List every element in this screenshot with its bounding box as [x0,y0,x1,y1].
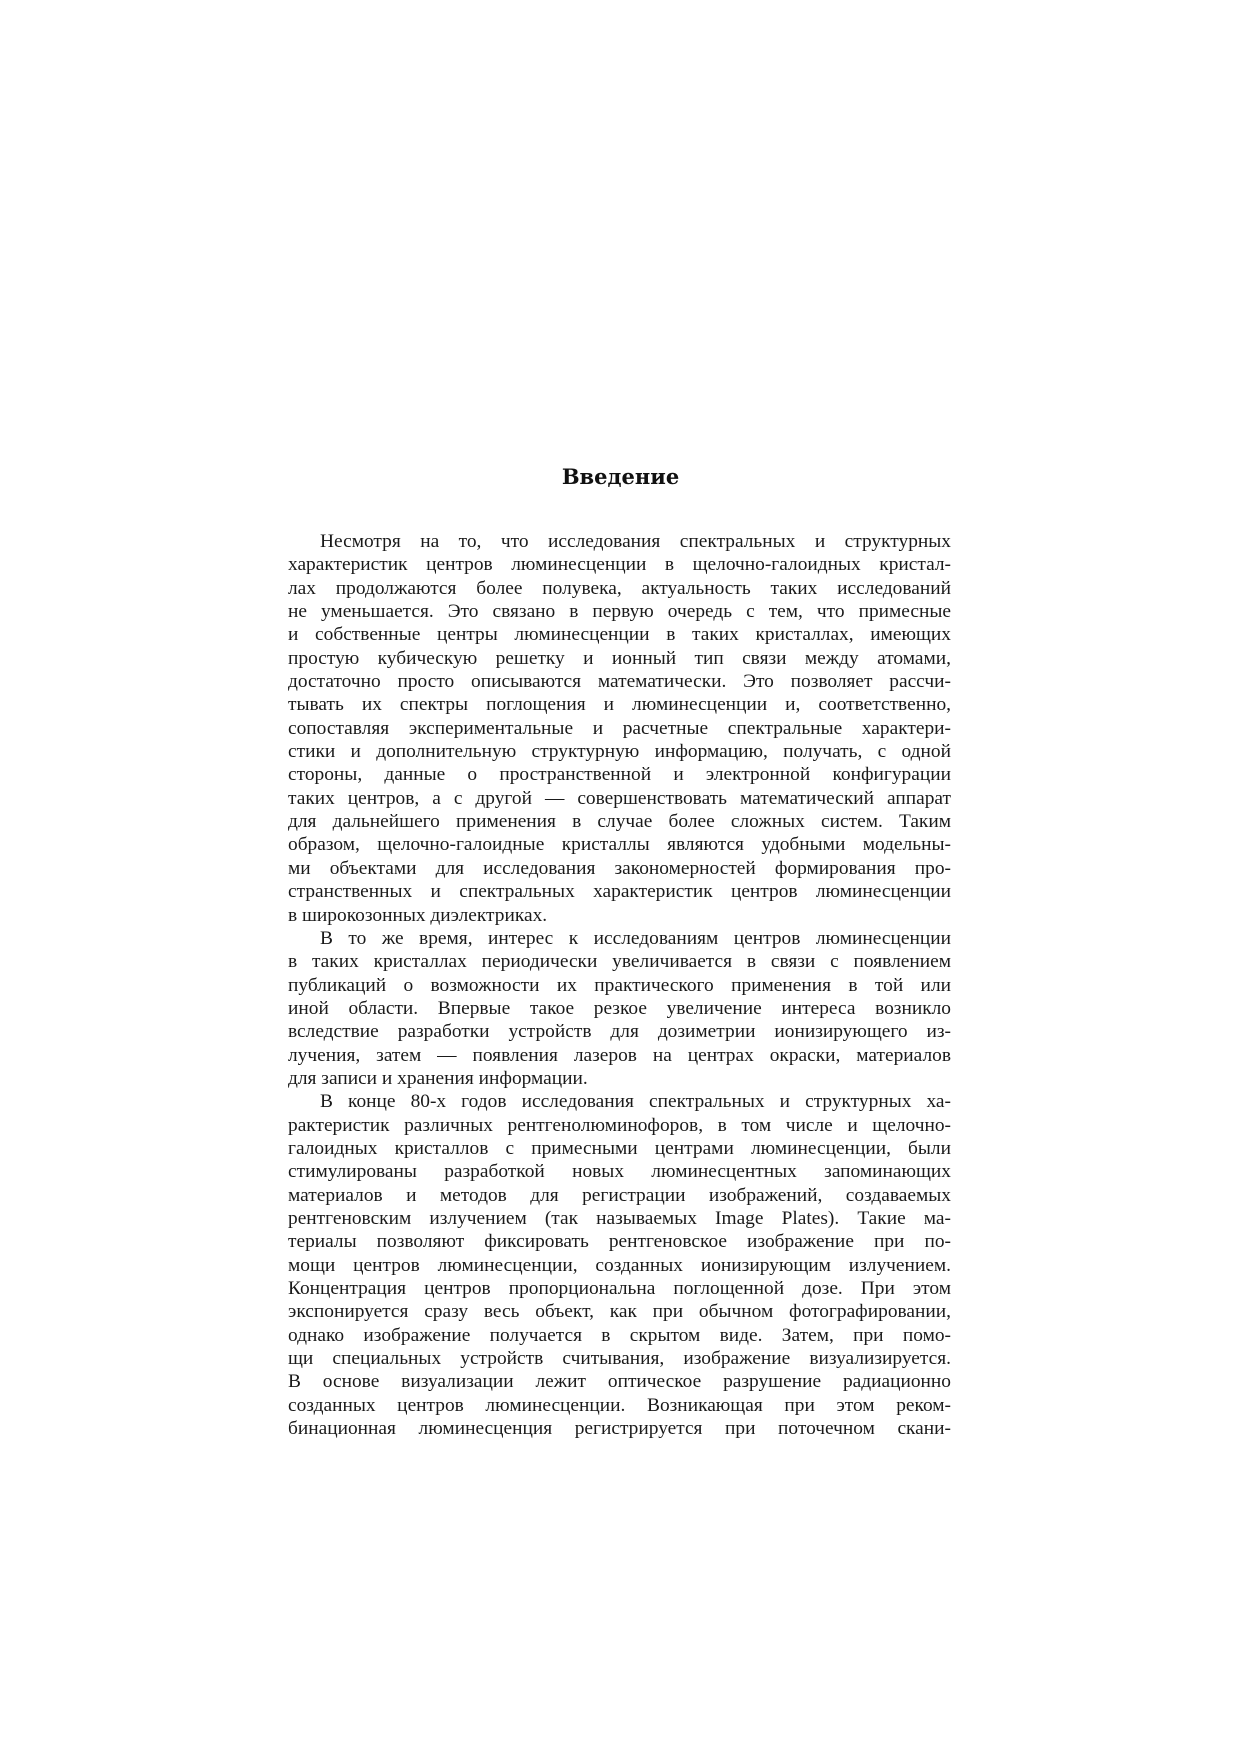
text-line: Концентрация центров пропорциональна поглощенной дозе. При этом [288,1278,951,1299]
text-line: созданных центров люминесценции. Возникающая при этом реком- [288,1394,951,1416]
chapter-body [288,530,951,1440]
text-line: В конце 80-х годов исследования спектральных и структурных ха- [320,1091,951,1113]
text-line: для дальнейшего применения в случае более сложных систем. Таким [288,811,951,833]
text-line: простую кубическую решетку и ионный тип связи между атомами, [288,647,951,669]
text-line: териалы позволяют фиксировать рентгеновское изображение при по- [288,1231,951,1253]
text-line: странственных и спектральных характеристик центров люминесценции [288,881,951,903]
text-line: рактеристик различных рентгенолюминофоров, в том числе и щелочно- [288,1114,951,1136]
text-line: и собственные центры люминесценции в таких кристаллах, имеющих [288,624,951,646]
text-line: однако изображение получается в скрытом виде. Затем, при помо- [288,1324,951,1346]
text-line: образом, щелочно-галоидные кристаллы являются удобными модельны- [288,834,951,856]
paragraph-3 [288,1090,951,1440]
text-line: характеристик центров люминесценции в щелочно-галоидных кристал- [288,554,951,576]
text-line: тывать их спектры поглощения и люминесценции и, соответственно, [288,694,951,716]
text-line: достаточно просто описываются математически. Это позволяет рассчи- [288,671,951,693]
text-line: таких центров, а с другой — совершенствовать математический аппарат [288,787,951,809]
text-line: мощи центров люминесценции, созданных ионизирующим излучением. [288,1254,951,1276]
text-line: экспонируется сразу весь объект, как при обычном фотографировании, [288,1301,951,1323]
text-line: не уменьшается. Это связано в первую очередь с тем, что примесные [288,601,951,623]
text-line: для записи и хранения информации. [288,1067,588,1089]
text-line: стимулированы разработкой новых люминесцентных запоминающих [288,1161,951,1183]
text-line: В основе визуализации лежит оптическое разрушение радиационно [288,1371,951,1393]
text-line: сопоставляя экспериментальные и расчетные спектральные характери- [288,717,951,739]
paragraph-1 [288,530,951,927]
chapter-title: Введение [561,464,680,489]
text-line: стороны, данные о пространственной и электронной конфигурации [288,764,951,786]
text-line: щи специальных устройств считывания, изображение визуализируется. [288,1348,951,1370]
text-line: лучения, затем — появления лазеров на центрах окраски, материалов [288,1044,951,1066]
text-line: вследствие разработки устройств для дозиметрии ионизирующего из- [288,1021,951,1043]
text-line: бинационная люминесценция регистрируется при поточечном скани- [288,1418,951,1440]
text-line: лах продолжаются более полувека, актуальность таких исследований [288,577,951,599]
text-line: в широкозонных диэлектриках. [288,904,548,926]
text-line: материалов и методов для регистрации изображений, создаваемых [288,1184,951,1206]
text-line: иной области. Впервые такое резкое увеличение интереса возникло [288,997,951,1019]
paragraph-2 [288,927,951,1090]
text-line: публикаций о возможности их практического применения в той или [288,974,951,996]
text-line: стики и дополнительную структурную информацию, получать, с одной [288,741,951,763]
text-line: в таких кристаллах периодически увеличивается в связи с появлением [288,951,951,973]
text-line: Несмотря на то, что исследования спектральных и структурных [320,531,951,552]
text-line: ми объектами для исследования закономерностей формирования про- [288,857,951,879]
text-line: галоидных кристаллов с примесными центрами люминесценции, были [288,1137,951,1159]
text-line: рентгеновским излучением (так называемых Image Plates). Такие ма- [288,1207,951,1229]
text-line: В то же время, интерес к исследованиям центров люминесценции [320,927,951,949]
